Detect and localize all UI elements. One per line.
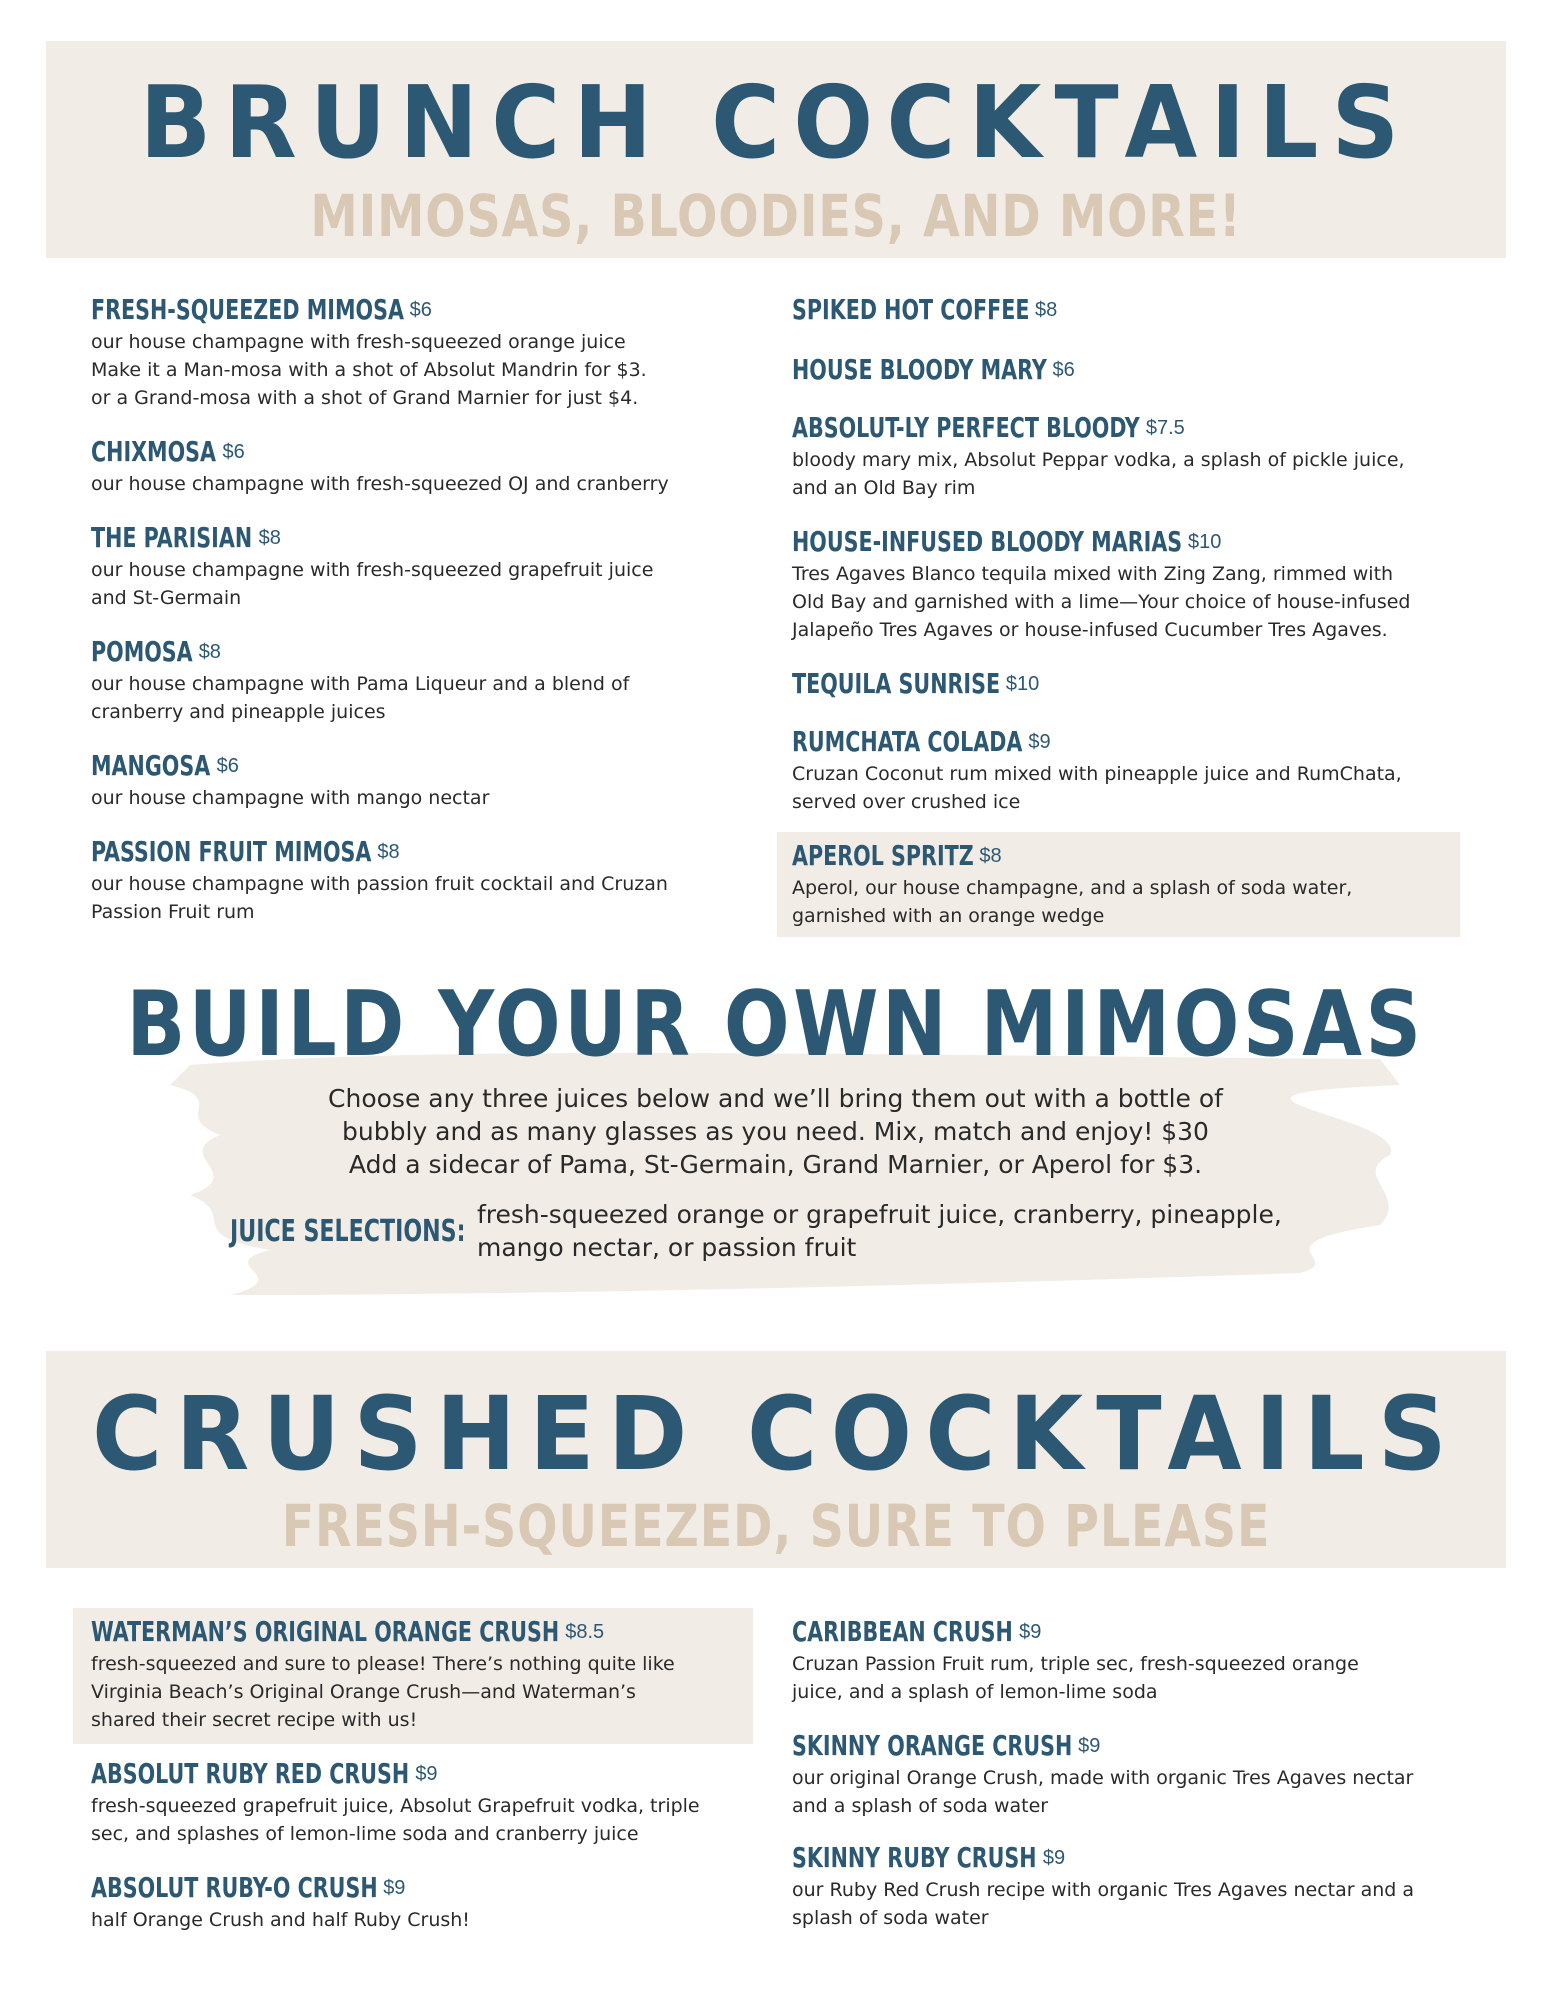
brunch-cocktails-title: BRUNCH COCKTAILS <box>139 64 1413 181</box>
item-price: $6 <box>216 755 239 777</box>
item-description: served over crushed ice <box>792 791 1021 813</box>
menu-item <box>792 666 1039 702</box>
item-description: and an Old Bay rim <box>792 477 976 499</box>
item-price: $7.5 <box>1145 417 1185 439</box>
crushed-cocktails-title: CRUSHED COCKTAILS <box>91 1375 1461 1494</box>
item-description: bloody mary mix, Absolut Peppar vodka, a splash of pickle juice, <box>792 449 1405 471</box>
item-name: APEROL SPRITZ <box>792 839 974 872</box>
item-name: POMOSA <box>91 635 193 668</box>
item-price: $9 <box>1042 1847 1066 1869</box>
item-name: TEQUILA SUNRISE <box>792 667 1001 700</box>
item-description: and a splash of soda water <box>792 1795 1049 1817</box>
menu-item <box>91 292 647 412</box>
item-price: $8 <box>377 841 400 863</box>
item-name: ABSOLUT-LY PERFECT BLOODY <box>792 411 1140 444</box>
item-name: HOUSE-INFUSED BLOODY MARIAS <box>792 525 1183 558</box>
brunch-cocktails-banner <box>46 41 1506 258</box>
item-description: shared their secret recipe with us! <box>91 1709 418 1731</box>
item-price: $9 <box>1078 1735 1101 1757</box>
menu-item <box>91 1756 700 1848</box>
item-name: HOUSE BLOODY MARY <box>792 353 1047 386</box>
item-description: our house champagne with fresh-squeezed orange juice <box>91 331 626 353</box>
item-description: juice, and a splash of lemon-lime soda <box>792 1681 1158 1703</box>
item-name: PASSION FRUIT MIMOSA <box>91 835 372 868</box>
item-description: Virginia Beach’s Original Orange Crush—and Waterman’s <box>91 1681 636 1703</box>
item-description: fresh-squeezed grapefruit juice, Absolut Grapefruit vodka, triple <box>91 1795 700 1817</box>
item-name: SKINNY ORANGE CRUSH <box>792 1729 1073 1762</box>
item-description: half Orange Crush and half Ruby Crush! <box>91 1909 470 1931</box>
item-price: $8 <box>198 641 221 663</box>
menu-item <box>91 1870 470 1934</box>
item-name: SKINNY RUBY CRUSH <box>792 1841 1037 1874</box>
menu-item <box>91 834 668 926</box>
item-description: Old Bay and garnished with a lime—Your choice of house-infused <box>792 591 1411 613</box>
menu-item <box>792 1614 1359 1706</box>
menu-item <box>91 520 653 612</box>
item-name: CHIXMOSA <box>91 435 217 468</box>
item-description: Tres Agaves Blanco tequila mixed with Zing Zang, rimmed with <box>792 563 1394 585</box>
description-line: Choose any three juices below and we’ll bring them out with a bottle of <box>328 1084 1223 1113</box>
item-name: THE PARISIAN <box>91 521 253 554</box>
juice-selections-list <box>477 1198 1282 1264</box>
item-description: our original Orange Crush, made with organic Tres Agaves nectar <box>792 1767 1414 1789</box>
item-description: our house champagne with mango nectar <box>91 787 490 809</box>
brunch-cocktails-subtitle: MIMOSAS, BLOODIES, AND MORE! <box>310 182 1242 250</box>
item-price: $10 <box>1188 531 1222 553</box>
item-price: $6 <box>409 299 432 321</box>
item-name: ABSOLUT RUBY-O CRUSH <box>91 1871 378 1904</box>
item-description: Passion Fruit rum <box>91 901 255 923</box>
item-name: MANGOSA <box>91 749 211 782</box>
menu-item <box>792 352 1075 388</box>
juice-line: fresh-squeezed orange or grapefruit juice, cranberry, pineapple, <box>477 1200 1282 1229</box>
crushed-cocktails-banner <box>46 1351 1506 1568</box>
build-your-own-description <box>0 1082 1551 1181</box>
description-line: bubbly and as many glasses as you need. Mix, match and enjoy! $30 <box>342 1117 1209 1146</box>
item-name: CARIBBEAN CRUSH <box>792 1615 1013 1648</box>
menu-item <box>792 410 1405 502</box>
item-description: our house champagne with fresh-squeezed grapefruit juice <box>91 559 654 581</box>
menu-item-highlighted <box>777 832 1460 937</box>
juice-line: mango nectar, or passion fruit <box>477 1233 857 1262</box>
item-price: $8 <box>258 527 281 549</box>
description-line: Add a sidecar of Pama, St-Germain, Grand Marnier, or Aperol for $3. <box>348 1150 1203 1179</box>
menu-item <box>792 1840 1414 1932</box>
item-description: Jalapeño Tres Agaves or house-infused Cucumber Tres Agaves. <box>792 619 1388 641</box>
item-description: sec, and splashes of lemon-lime soda and cranberry juice <box>91 1823 639 1845</box>
item-description: and St-Germain <box>91 587 242 609</box>
item-description: splash of soda water <box>792 1907 989 1929</box>
menu-item <box>792 1728 1413 1820</box>
item-description: Make it a Man-mosa with a shot of Absolut Mandrin for $3. <box>91 359 647 381</box>
item-price: $8.5 <box>565 1621 605 1643</box>
item-description: our Ruby Red Crush recipe with organic Tres Agaves nectar and a <box>792 1879 1415 1901</box>
item-description: or a Grand-mosa with a shot of Grand Marnier for just $4. <box>91 387 639 409</box>
menu-item <box>91 434 669 498</box>
item-description: garnished with an orange wedge <box>792 905 1105 927</box>
menu-item <box>792 524 1410 644</box>
item-description: Cruzan Coconut rum mixed with pineapple juice and RumChata, <box>792 763 1402 785</box>
item-description: cranberry and pineapple juices <box>91 701 386 723</box>
menu-item-highlighted <box>73 1608 753 1744</box>
item-price: $8 <box>1035 299 1058 321</box>
item-description: Cruzan Passion Fruit rum, triple sec, fresh-squeezed orange <box>792 1653 1359 1675</box>
item-name: SPIKED HOT COFFEE <box>792 293 1030 326</box>
build-your-own-mimosas-title: BUILD YOUR OWN MIMOSAS <box>126 972 1425 1077</box>
item-name: ABSOLUT RUBY RED CRUSH <box>91 1757 410 1790</box>
crushed-cocktails-subtitle: FRESH-SQUEEZED, SURE TO PLEASE <box>281 1492 1271 1560</box>
juice-selections-label: JUICE SELECTIONS: <box>230 1214 466 1249</box>
menu-item <box>792 724 1402 816</box>
item-price: $9 <box>1019 1621 1042 1643</box>
menu-item <box>91 748 489 812</box>
item-description: our house champagne with passion fruit cocktail and Cruzan <box>91 873 668 895</box>
menu-item <box>91 634 629 726</box>
item-price: $6 <box>222 441 245 463</box>
item-description: fresh-squeezed and sure to please! There’s nothing quite like <box>91 1653 675 1675</box>
item-description: our house champagne with Pama Liqueur and a blend of <box>91 673 630 695</box>
item-price: $9 <box>383 1877 406 1899</box>
item-price: $6 <box>1052 359 1075 381</box>
item-description: our house champagne with fresh-squeezed OJ and cranberry <box>91 473 669 495</box>
item-price: $10 <box>1005 673 1040 695</box>
item-price: $9 <box>415 1763 438 1785</box>
item-name: FRESH-SQUEEZED MIMOSA <box>91 293 404 326</box>
item-price: $8 <box>979 845 1002 867</box>
item-name: RUMCHATA COLADA <box>792 725 1023 758</box>
item-description: Aperol, our house champagne, and a splash of soda water, <box>792 877 1353 899</box>
item-name: WATERMAN’S ORIGINAL ORANGE CRUSH <box>91 1615 560 1648</box>
item-price: $9 <box>1028 731 1051 753</box>
menu-item <box>792 292 1057 328</box>
